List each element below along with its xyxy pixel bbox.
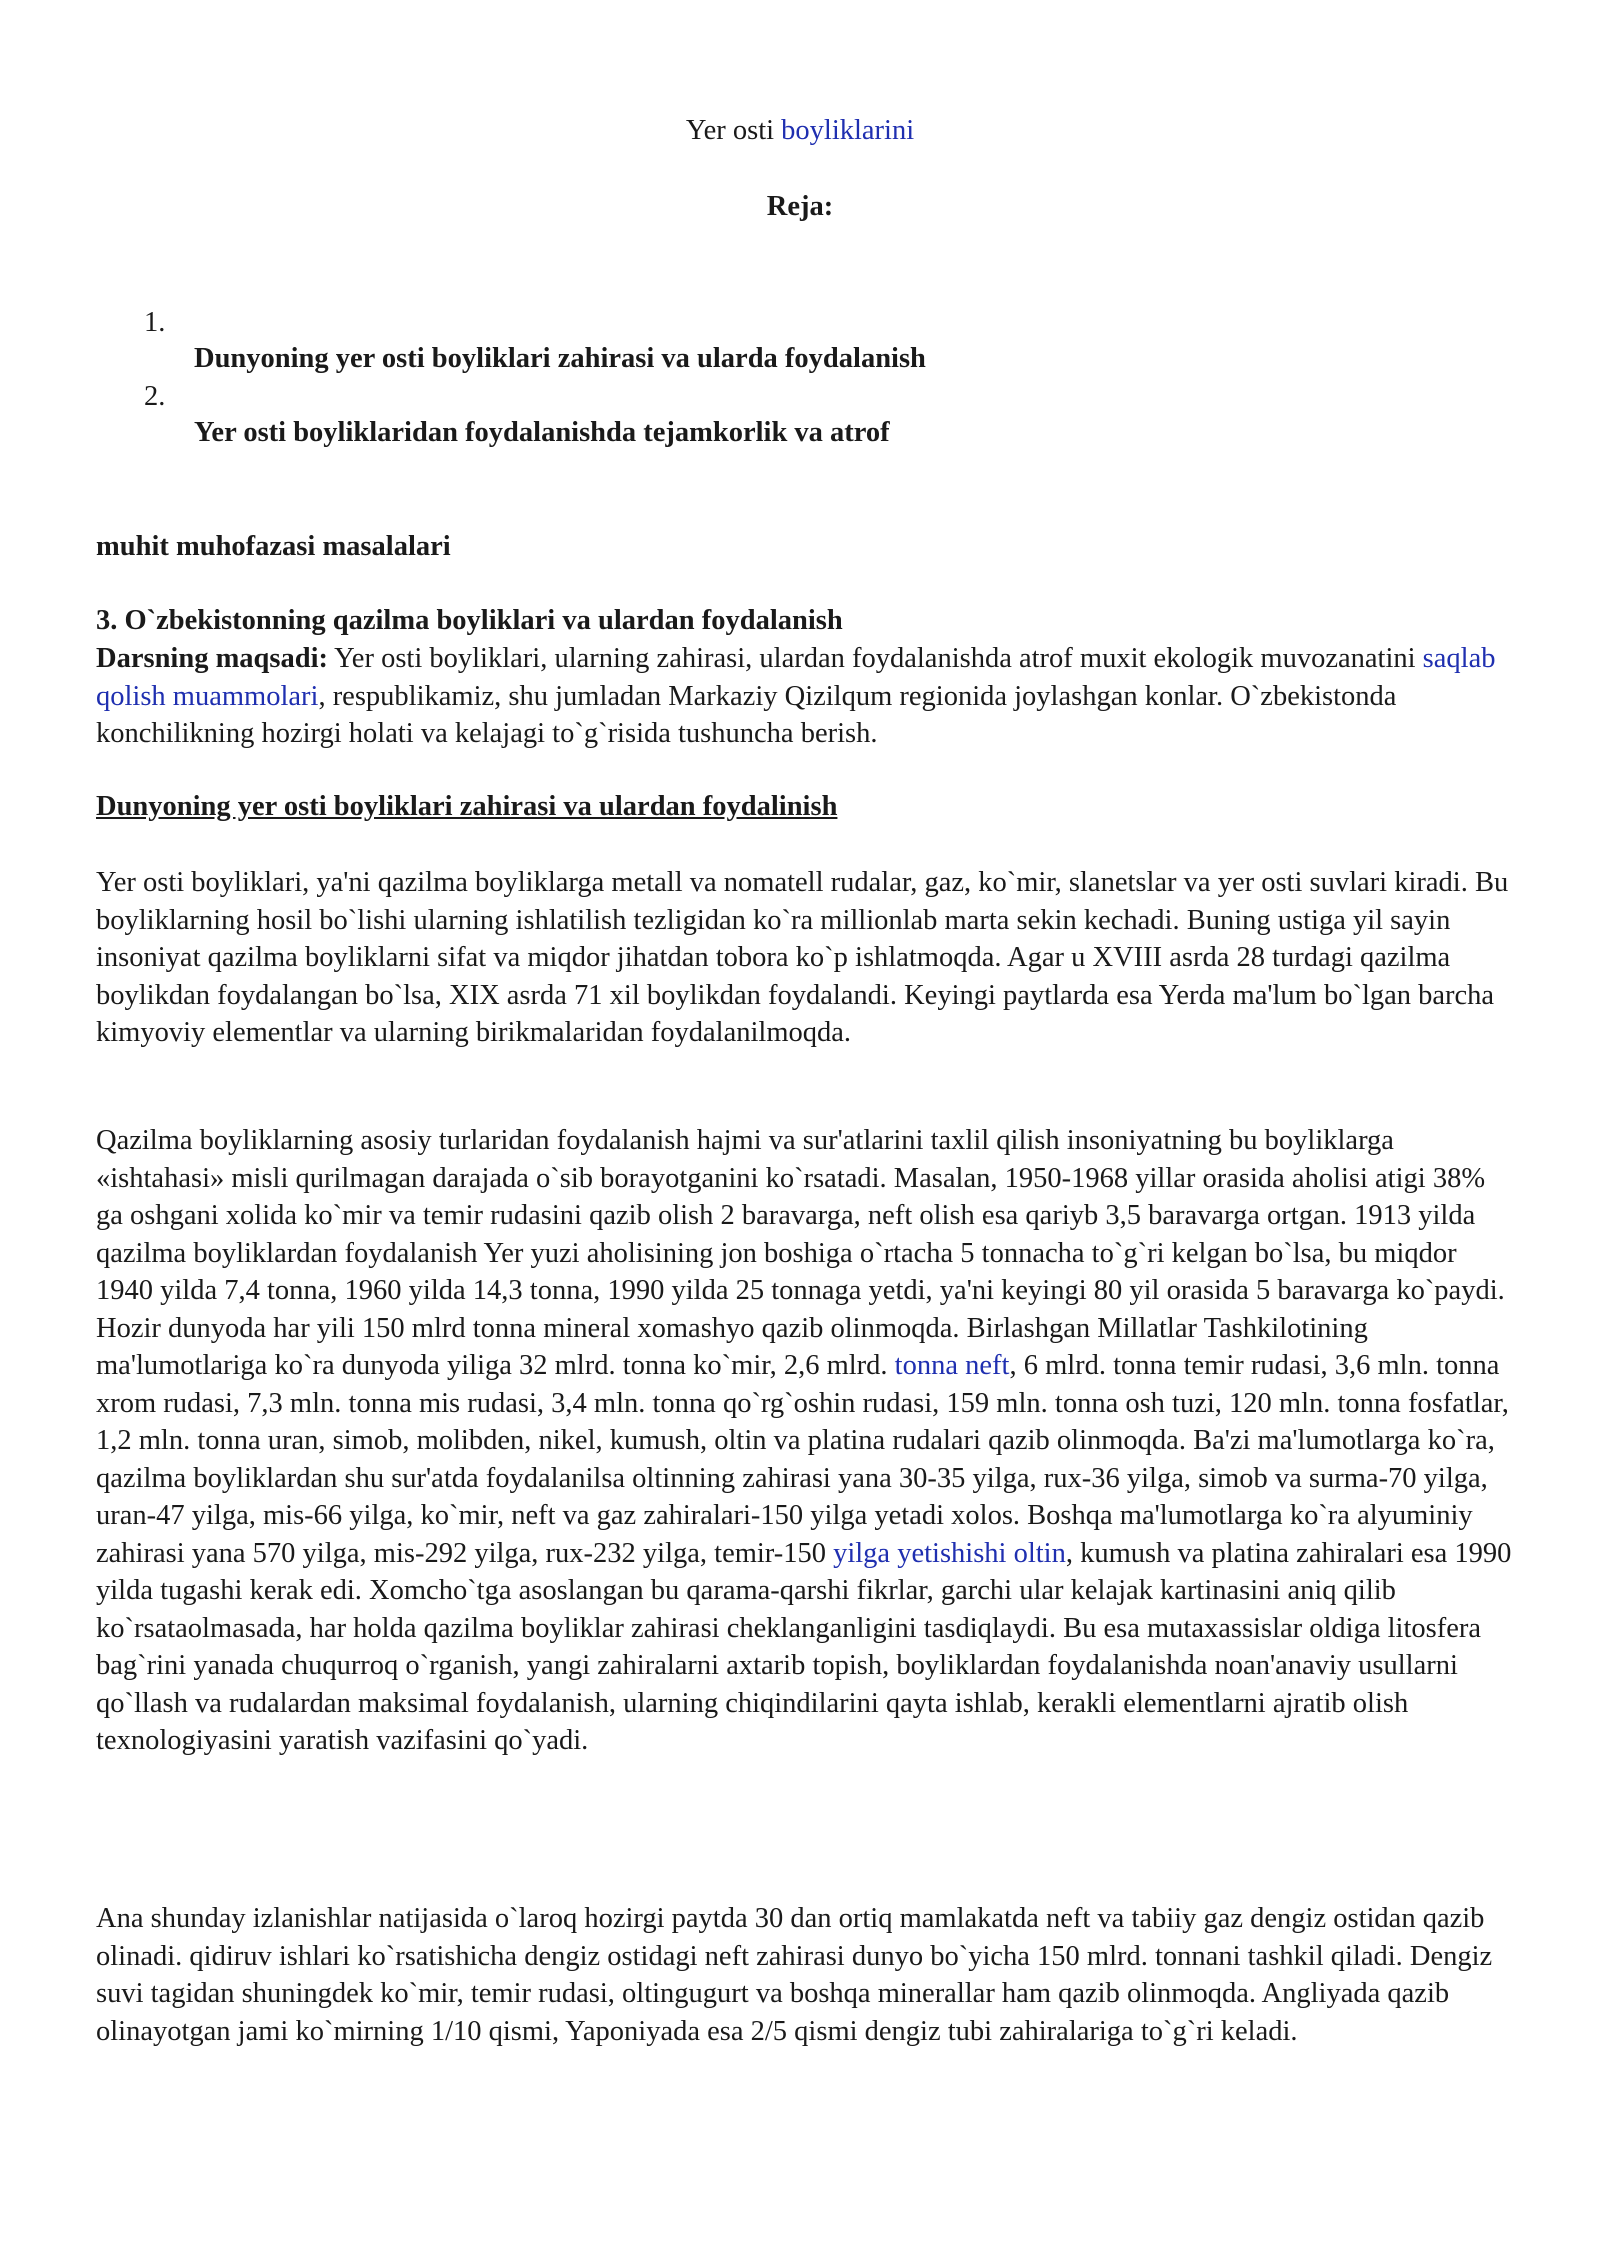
paragraph-2-part-2: , 6 mlrd. tonna temir rudasi, 3,6 mln. tonna xrom rudasi, 7,3 mln. tonna mis rudasi, 3,4 mln. tonna qo`rg`oshin rudasi, 159 mln. tonna osh tuzi, 120 mln. tonna fosfatlar, 1,2 mln. tonna uran, simob, molibden, nikel, kumush, oltin va platina rudalari qazib olinmoqda. Ba'zi ma'lumotlarga ko`ra, qazilma boyliklardan shu sur'atda foydalanilsa oltinning zahirasi yana 30-35 yilga, rux-36 yilga, simob va surma-70 yilga, uran-47 yilga, mis-66 yilga, ko`mir, neft va gaz zahiralari-150 yilga yetadi xolos. Boshqa ma'lumotlarga ko`ra alyuminiy zahirasi yana 570 yilga, mis-292 yilga, rux-232 yilga, temir-150: [96, 1350, 1509, 1569]
plan-item-2-text: Yer osti boyliklaridan foydalanishda tejamkorlik va atrof: [194, 417, 890, 448]
title-prefix: Yer osti: [685, 115, 782, 146]
lesson-goal-text-after: , respublikamiz, shu jumladan Markaziy Qizilqum regionida joylashgan konlar. O`zbekistonda konchilikning hozirgi holati va kelajagi to`g`risida tushuncha berish.: [96, 680, 1397, 749]
paragraph-2-part-1: Qazilma boyliklarning asosiy turlaridan foydalanish hajmi va sur'atlarini taxlil qilish insoniyatning bu boyliklarga «ishtahasi» misli qurilmagan darajada o`sib borayotganini ko`rsatadi. Masalan, 1950-1968 yillar orasida aholisi atigi 38% ga oshgani xolida ko`mir va temir rudasini qazib olish 2 baravarga, neft olish esa qariyb 3,5 baravarga ortgan. 1913 yilda qazilma boyliklardan foydalanish Yer yuzi aholisining jon boshiga o`rtacha 5 tonnacha to`g`ri kelgan bo`lsa, bu miqdor 1940 yilda 7,4 tonna, 1960 yilda 14,3 tonna, 1990 yilda 25 tonnaga yetdi, ya'ni keyingi 80 yil orasida 5 baravarga ko`paydi. Hozir dunyoda har yili 150 mlrd tonna mineral xomashyo qazib olinmoqda. Birlashgan Millatlar Tashkilotining ma'lumotlariga ko`ra dunyoda yiliga 32 mlrd. tonna ko`mir, 2,6 mlrd.: [96, 1125, 1505, 1381]
page-title: [0, 112, 1600, 150]
plan-item-1-text: Dunyoning yer osti boyliklari zahirasi va ularda foydalanish: [194, 343, 926, 374]
lesson-goal-text-before: Yer osti boyliklari, ularning zahirasi, ulardan foydalanishda atrof muxit ekologik muvozanatini: [328, 643, 1423, 674]
plan-item-1-number: 1.: [144, 307, 166, 338]
section-heading: Dunyoning yer osti boyliklari zahirasi va ulardan foydalinish: [96, 791, 838, 822]
lesson-goal-label: Darsning maqsadi:: [96, 643, 329, 674]
plan-item-2-number: 2.: [144, 381, 166, 412]
paragraph-2: [96, 1122, 1516, 1760]
paragraph-2-part-3: , kumush va platina zahiralari esa 1990 yilda tugashi kerak edi. Xomcho`tga asoslangan bu qarama-qarshi fikrlar, garchi ular kelajak kartinasini aniq qilib ko`rsataolmasada, har holda qazilma boyliklar zahirasi cheklanganligini tasdiqlaydi. Bu esa mutaxassislar oldiga litosfera bag`rini yanada chuqurroq o`rganish, yangi zahiralarni axtarib topish, boyliklardan foydalanishda noan'anaviy usullarni qo`llash va rudalardan maksimal foydalanish, ularning chiqindilarini qayta ishlab, kerakli elementlarni ajratib olish texnologiyasini yaratish vazifasini qo`yadi.: [96, 1537, 1512, 1756]
yilga-yetishishi-oltin-link[interactable]: yilga yetishishi oltin: [833, 1537, 1066, 1569]
tonna-neft-link[interactable]: tonna neft: [894, 1350, 1010, 1381]
plan-heading: Reja:: [766, 191, 834, 222]
paragraph-1: Yer osti boyliklari, ya'ni qazilma boyliklarga metall va nomatell rudalar, gaz, ko`mir, slanetslar va yer osti suvlari kiradi. Bu boyliklarning hosil bo`lishi ularning ishlatilish tezligidan ko`ra millionlab marta sekin kechadi. Buning ustiga yil sayin insoniyat qazilma boyliklarni sifat va miqdor jihatdan tobora ko`p ishlatmoqda. Agar u XVIII asrda 28 turdagi qazilma boylikdan foydalangan bo`lsa, XIX asrda 71 xil boylikdan foydalandi. Keyingi paytlarda esa Yerda ma'lum bo`lgan barcha kimyoviy elementlar va ularning birikmalaridan foydalanilmoqda.: [96, 867, 1509, 1048]
paragraph-3: Ana shunday izlanishlar natijasida o`laroq hozirgi paytda 30 dan ortiq mamlakatda neft va tabiiy gaz dengiz ostidan qazib olinadi. qidiruv ishlari ko`rsatishicha dengiz ostidagi neft zahirasi dunyo bo`yicha 150 mlrd. tonnani tashkil qiladi. Dengiz suvi tagidan shuningdek ko`mir, temir rudasi, oltingugurt va boshqa minerallar ham qazib olinmoqda. Angliyada qazib olinayotgan jami ko`mirning 1/10 qismi, Yaponiyada esa 2/5 qismi dengiz tubi zahiralariga to`g`ri keladi.: [96, 1903, 1493, 2047]
lesson-goal-link[interactable]: saqlab qolish muammolari: [96, 643, 1496, 712]
lesson-goal: [96, 640, 1516, 753]
title-link[interactable]: boyliklarini: [781, 115, 915, 146]
plan-item-2-continuation: muhit muhofazasi masalalari: [96, 531, 451, 562]
plan-item-3: 3. O`zbekistonning qazilma boyliklari va ulardan foydalanish: [96, 605, 843, 636]
